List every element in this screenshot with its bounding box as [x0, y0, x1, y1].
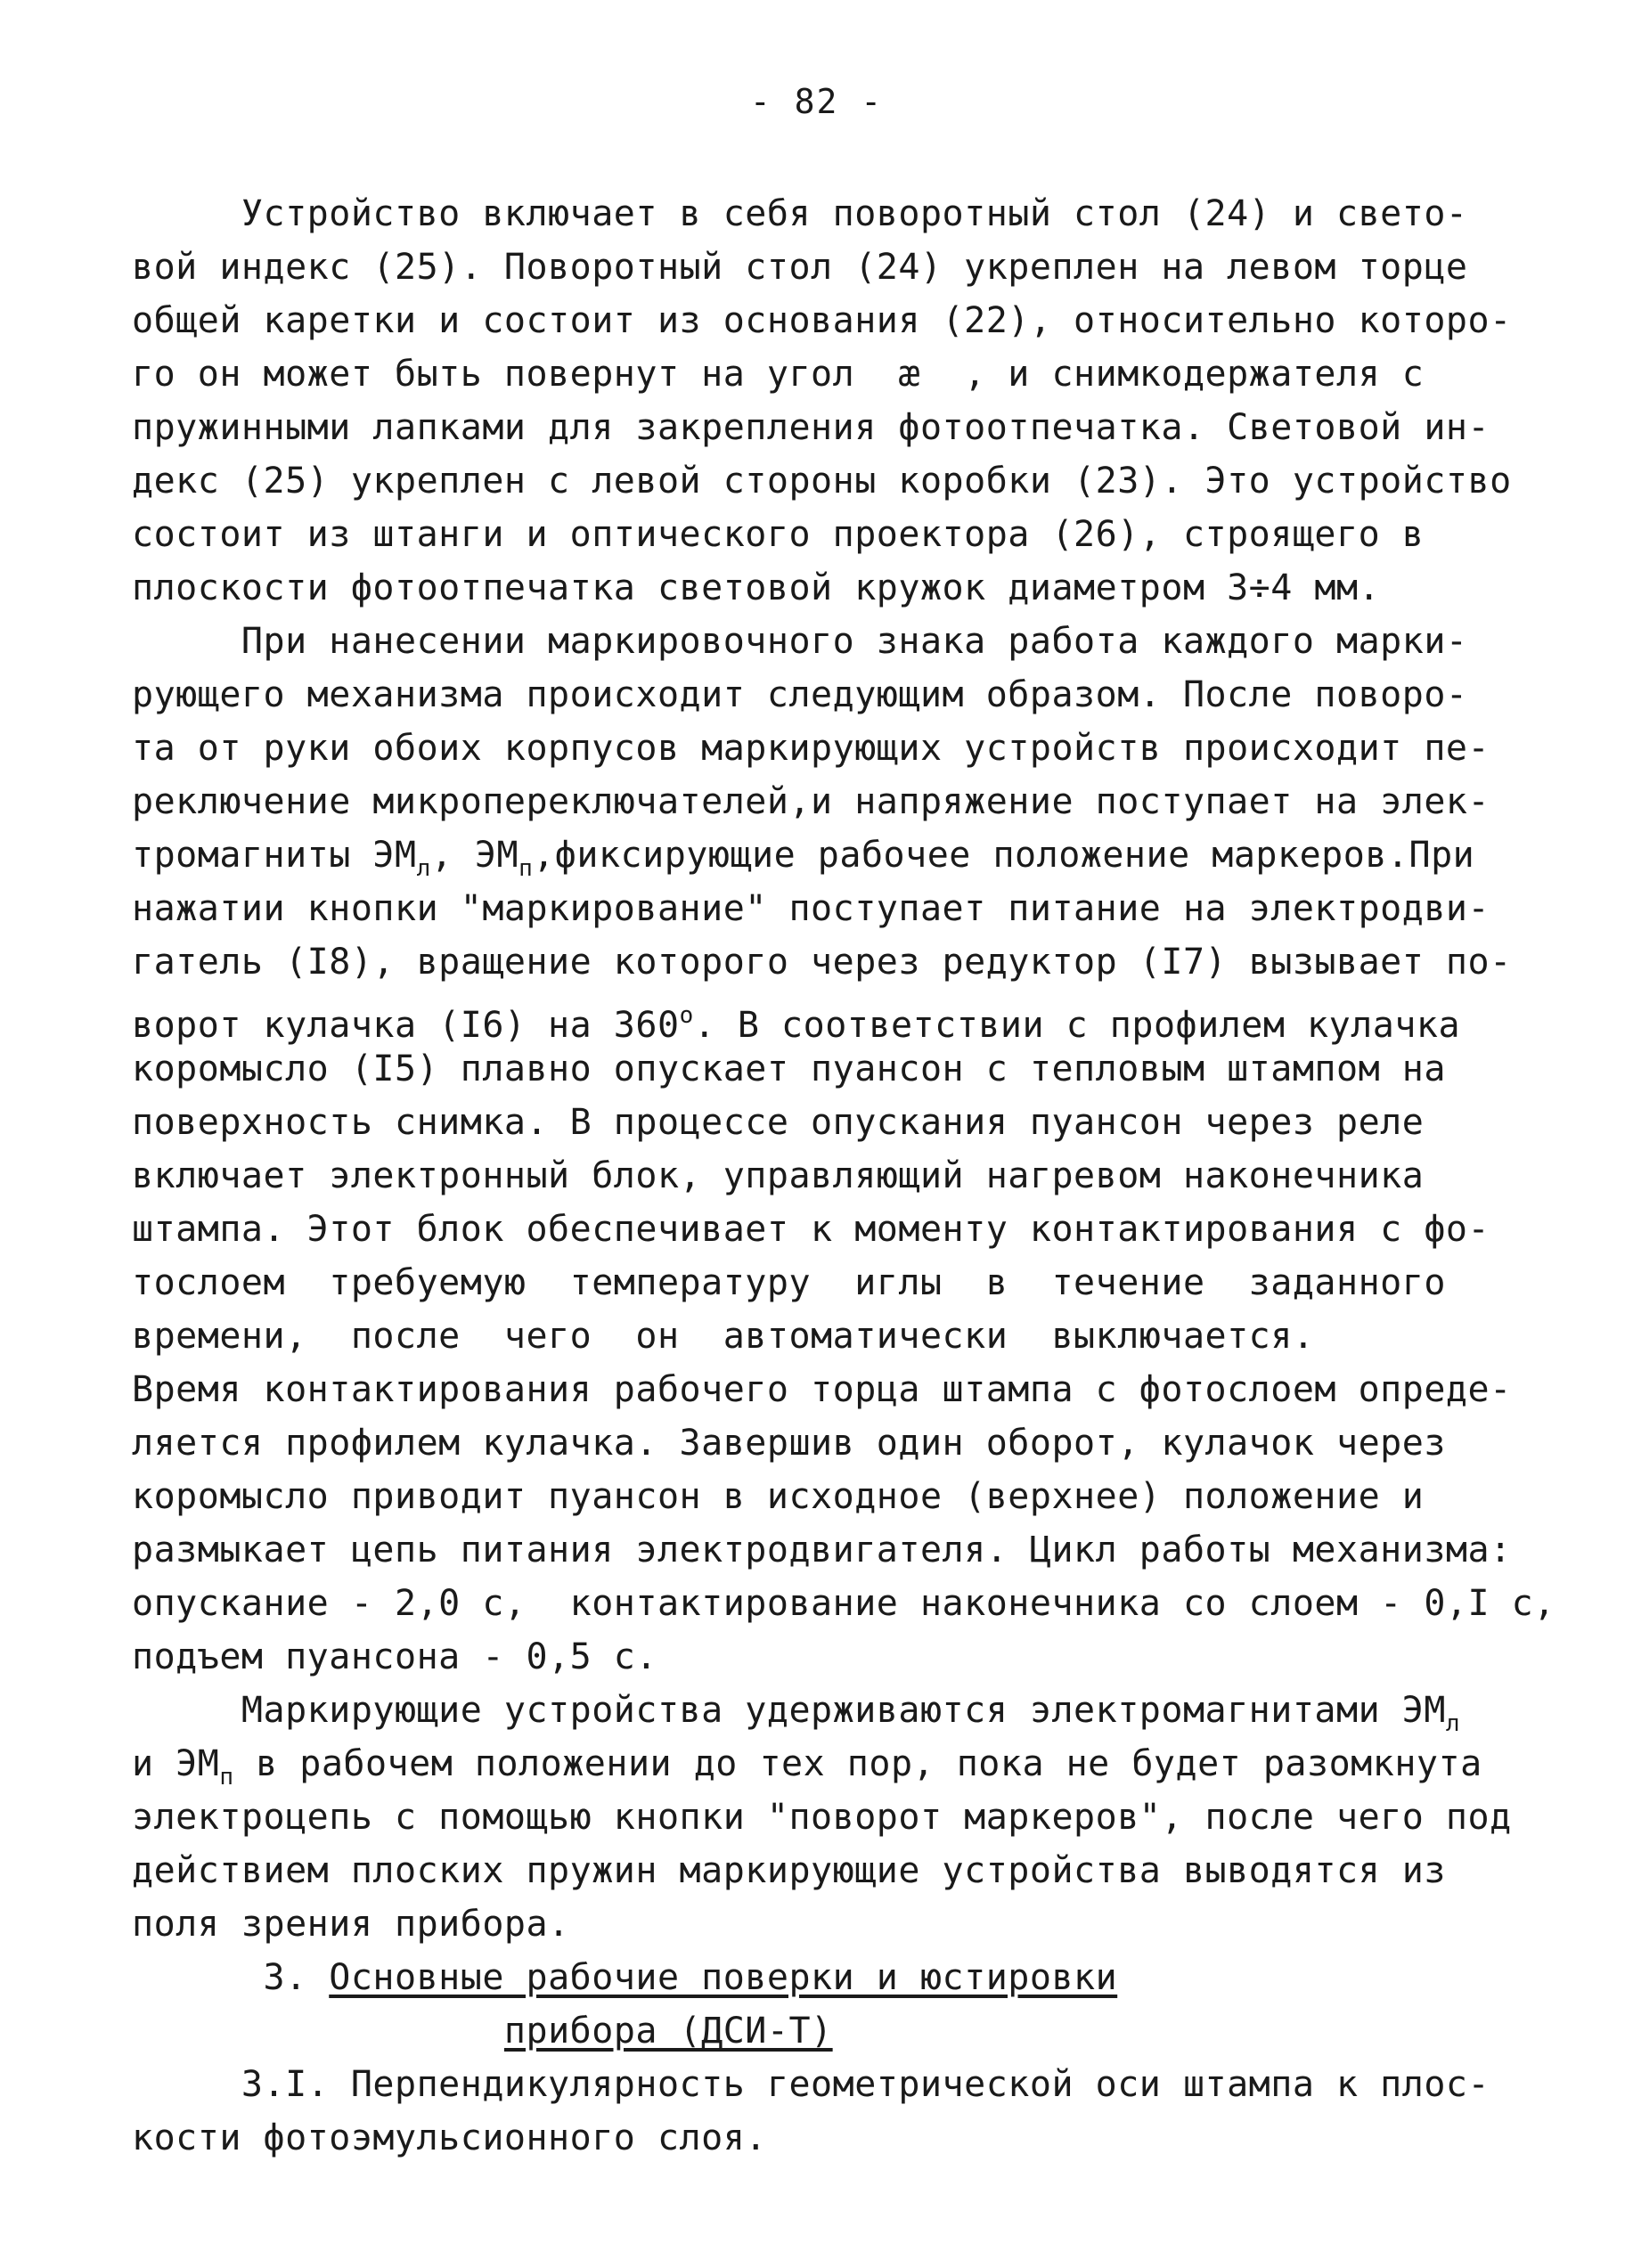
text-line: вой индекс (25). Поворотный стол (24) укреплен на левом торце [132, 247, 1468, 288]
text-line: пружинными лапками для закрепления фотоотпечатка. Световой ин- [132, 407, 1490, 448]
section-heading: прибора (ДСИ-Т) [503, 2011, 833, 2052]
text-line: включает электронный блок, управляющий нагревом наконечника [132, 1155, 1425, 1196]
text-line: ворот кулачка (I6) на $360^о$. В соответствии с профилем кулачка [132, 1002, 1461, 1046]
section-heading: 3. Основные рабочие поверки и юстировки [132, 1957, 1118, 1998]
document-body [132, 187, 1555, 2165]
text-line: плоскости фотоотпечатка световой кружок диаметром 3÷4 мм. [132, 567, 1381, 608]
text-line: и $ЭМ_п$ в рабочем положении до тех пор, пока не будет разомкнута [132, 1743, 1482, 1791]
text-line: го он может быть повернут на угол æ , и снимкодержателя с [132, 354, 1425, 395]
text-line: 3.I. Перпендикулярность геометрической оси штампа к плос- [132, 2064, 1490, 2105]
text-line: поверхность снимка. В процессе опускания пуансон через реле [132, 1102, 1425, 1143]
text-line: коромысло (I5) плавно опускает пуансон с тепловым штампом на [132, 1048, 1446, 1089]
text-line: реключение микропереключателей,и напряжение поступает на элек- [132, 781, 1490, 822]
text-line: размыкает цепь питания электродвигателя. Цикл работы механизма: [132, 1530, 1512, 1570]
text-line: декс (25) укреплен с левой стороны коробки (23). Это устройство [132, 461, 1512, 502]
text-line: Время контактирования рабочего торца штампа с фотослоем опреде- [132, 1369, 1512, 1410]
text-line: гатель (I8), вращение которого через редуктор (I7) вызывает по- [132, 942, 1512, 983]
text-line: кости фотоэмульсионного слоя. [132, 2117, 767, 2158]
text-line: рующего механизма происходит следующим образом. После поворо- [132, 674, 1468, 715]
text-line: тромагниты $ЭМ_л$, $ЭМ_п,фиксирующие$ рабочее положение маркеров.При [132, 835, 1475, 882]
text-line: общей каретки и состоит из основания (22), относительно которо- [132, 300, 1512, 341]
text-line: поля зрения прибора. [132, 1904, 570, 1945]
text-line: действием плоских пружин маркирующие устройства выводятся из [132, 1850, 1446, 1891]
text-line: При нанесении маркировочного знака работа каждого марки- [132, 621, 1468, 662]
text-line: подъем пуансона - 0,5 с. [132, 1636, 657, 1677]
text-line: та от руки обоих корпусов маркирующих устройств происходит пе- [132, 728, 1490, 769]
text-line: тослоем требуемую температуру иглы в течение заданного [132, 1262, 1446, 1303]
text-line: времени, после чего он автоматически выключается. [132, 1316, 1315, 1357]
text-line: электроцепь с помощью кнопки "поворот маркеров", после чего под [132, 1797, 1512, 1838]
text-line: Маркирующие устройства удерживаются электромагнитами $ЭМ_л$ [132, 1690, 1461, 1737]
text-line: коромысло приводит пуансон в исходное (верхнее) положение и [132, 1476, 1425, 1517]
text-line: ляется профилем кулачка. Завершив один оборот, кулачок через [132, 1423, 1446, 1464]
text-line: нажатии кнопки "маркирование" поступает питание на электродви- [132, 888, 1490, 929]
text-line: штампа. Этот блок обеспечивает к моменту контактирования с фо- [132, 1209, 1490, 1250]
page-number: - 82 - [749, 82, 884, 121]
text-line: Устройство включает в себя поворотный стол (24) и свето- [132, 193, 1468, 234]
text-line: опускание - 2,0 с, контактирование наконечника со слоем - 0,I с, [132, 1583, 1555, 1624]
text-line: состоит из штанги и оптического проектора (26), строящего в [132, 514, 1425, 555]
